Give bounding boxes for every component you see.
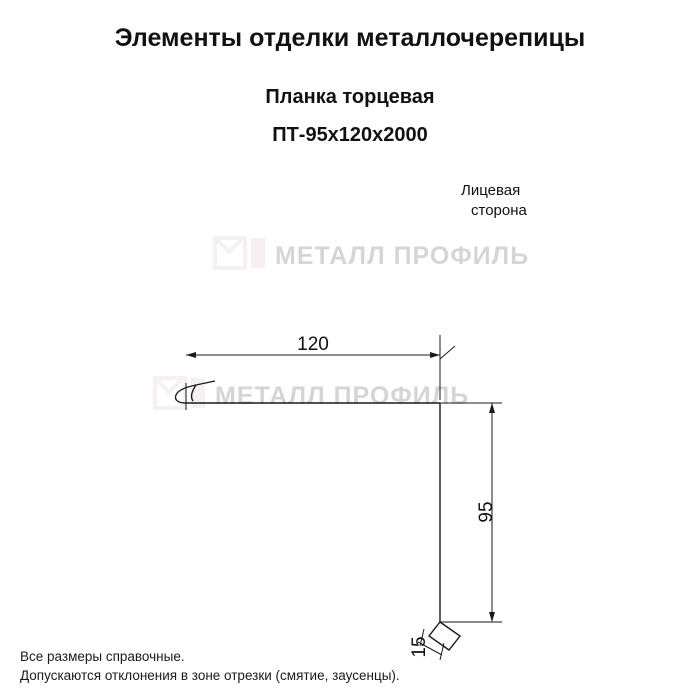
- dimension-lip-label: 15: [409, 636, 430, 658]
- footnote-line-1: Все размеры справочные.: [20, 648, 185, 664]
- footnote-line-2: Допускаются отклонения в зоне отрезки (смятие, заусенцы).: [20, 668, 400, 684]
- svg-text:МЕТАЛЛ ПРОФИЛЬ: МЕТАЛЛ ПРОФИЛЬ: [275, 242, 530, 270]
- dimension-width-label: 120: [297, 334, 329, 355]
- page-title: Элементы отделки металлочерепицы: [114, 24, 586, 52]
- face-side-label-line2: сторона: [471, 202, 527, 219]
- product-code: ПТ-95х120х2000: [272, 124, 428, 146]
- product-name: Планка торцевая: [265, 86, 435, 108]
- dimension-height-label: 95: [476, 501, 497, 523]
- face-side-label-line1: Лицевая: [461, 182, 521, 199]
- svg-text:МЕТАЛЛ ПРОФИЛЬ: МЕТАЛЛ ПРОФИЛЬ: [215, 382, 470, 410]
- footnote: [20, 647, 400, 686]
